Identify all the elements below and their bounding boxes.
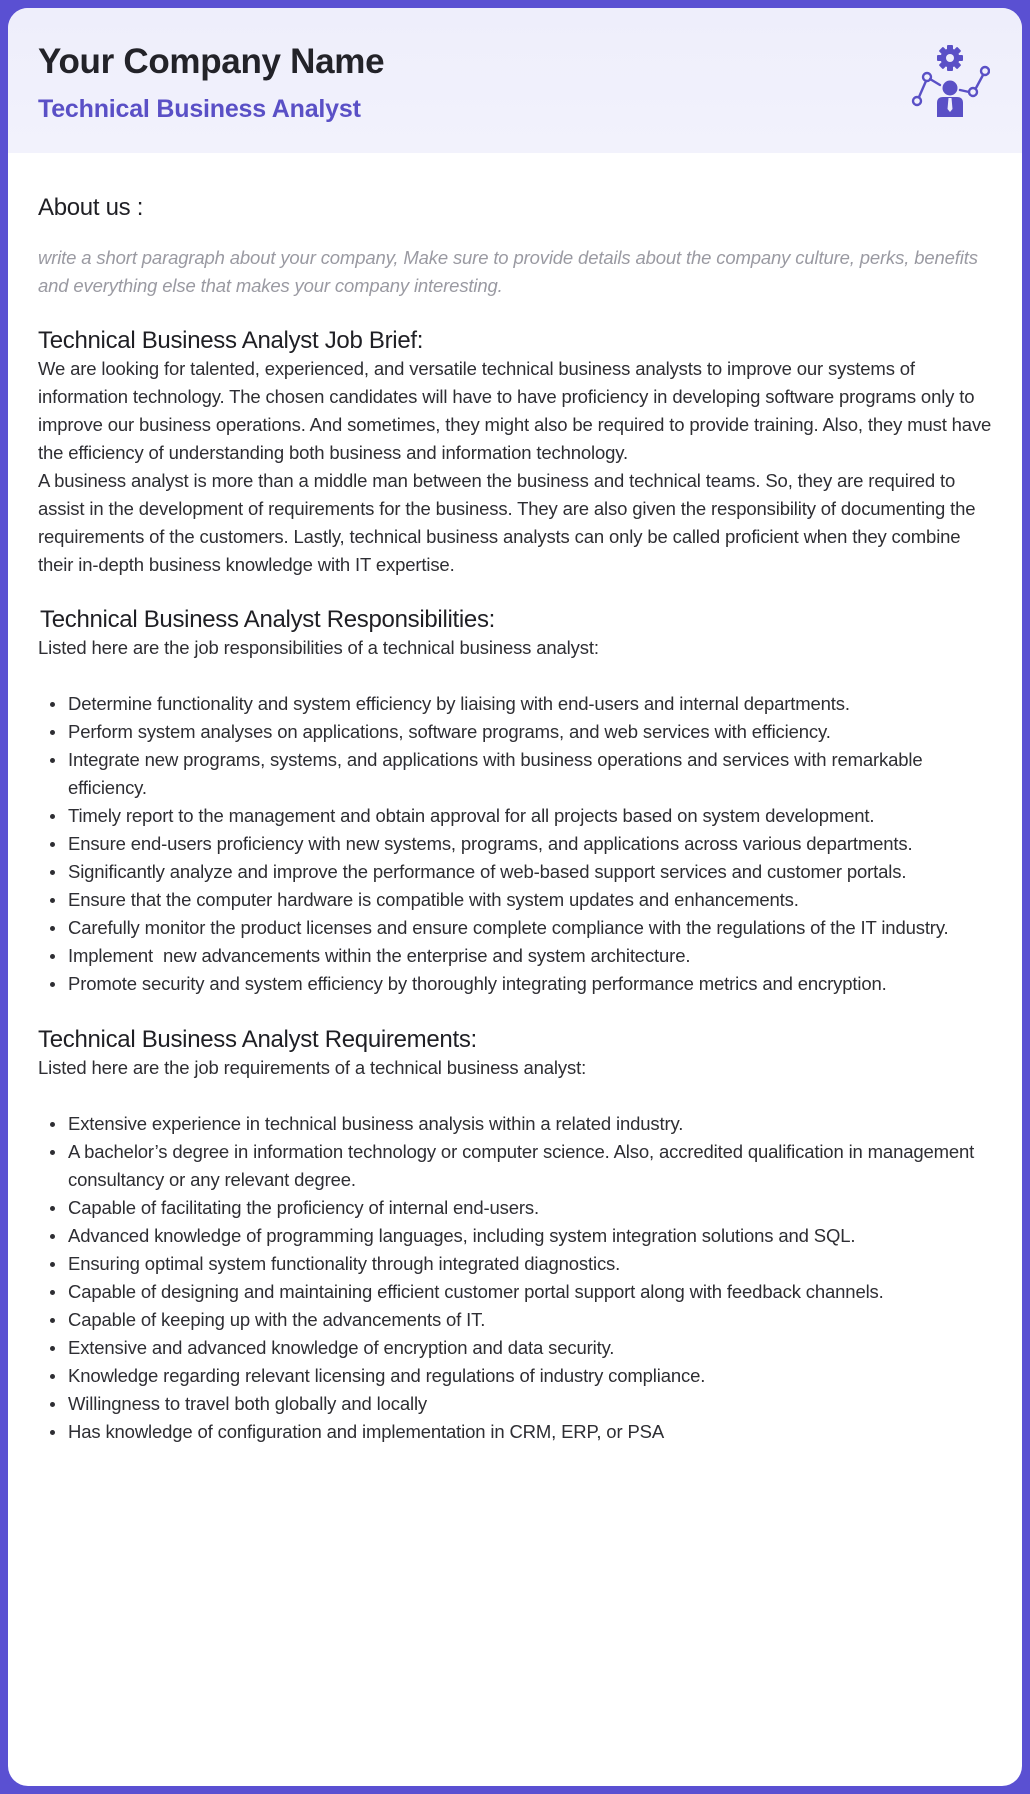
bullet-icon <box>50 1430 55 1435</box>
responsibilities-heading: Technical Business Analyst Responsibilities: <box>40 606 496 633</box>
list-item <box>38 1250 992 1278</box>
company-name: Your Company Name <box>38 42 385 81</box>
job-brief-section <box>38 327 992 579</box>
bullet-icon <box>50 1122 55 1127</box>
bullet-icon <box>50 1150 55 1155</box>
list-item-text: Knowledge regarding relevant licensing and regulations of industry compliance. <box>68 1365 706 1386</box>
list-item-text: Capable of designing and maintaining efficient customer portal support along with feedback channels. <box>68 1281 884 1302</box>
content <box>8 153 1022 1446</box>
list-item <box>38 1362 992 1390</box>
header-band <box>8 8 1022 153</box>
list-item-text: Timely report to the management and obtain approval for all projects based on system development. <box>68 805 875 826</box>
requirements-section <box>38 1026 992 1446</box>
list-item-text: Ensuring optimal system functionality through integrated diagnostics. <box>68 1253 621 1274</box>
job-brief-heading: Technical Business Analyst Job Brief: <box>38 327 424 354</box>
list-item <box>38 1278 992 1306</box>
job-title: Technical Business Analyst <box>38 95 361 123</box>
list-item-text: Carefully monitor the product licenses and ensure complete compliance with the regulations of the IT industry. <box>68 917 949 938</box>
requirements-heading: Technical Business Analyst Requirements: <box>38 1026 477 1053</box>
list-item-text: Significantly analyze and improve the performance of web-based support services and customer portals. <box>68 861 907 882</box>
list-item <box>38 802 992 830</box>
job-description-card <box>8 8 1022 1786</box>
list-item <box>38 1110 992 1138</box>
list-item <box>38 970 992 998</box>
about-placeholder-text: write a short paragraph about your company, Make sure to provide details about the company culture, perks, benefits and everything else that makes your company interesting. <box>38 247 978 296</box>
list-item <box>38 1418 992 1446</box>
list-item-text: Willingness to travel both globally and locally <box>68 1393 428 1414</box>
list-item-text: Ensure that the computer hardware is compatible with system updates and enhancements. <box>68 889 799 910</box>
list-item-text: Implement new advancements within the enterprise and system architecture. <box>68 945 691 966</box>
list-item <box>38 718 992 746</box>
responsibilities-section <box>38 606 992 998</box>
bullet-icon <box>50 1346 55 1351</box>
list-item-text: Integrate new programs, systems, and applications with business operations and services with remarkable efficiency. <box>68 749 923 798</box>
list-item <box>38 1390 992 1418</box>
list-item <box>38 1222 992 1250</box>
list-item <box>38 746 992 802</box>
bullet-icon <box>50 1262 55 1267</box>
bullet-icon <box>50 730 55 735</box>
list-item <box>38 1334 992 1362</box>
list-item <box>38 1138 992 1194</box>
bullet-icon <box>50 1374 55 1379</box>
job-brief-paragraph: We are looking for talented, experienced, and versatile technical business analysts to improve our systems of information technology. The chosen candidates will have to have proficiency in developing software programs only to improve our business operations. And sometimes, they might also be required to provide training. Also, they must have the efficiency of understanding both business and information technology. <box>38 358 992 463</box>
bullet-icon <box>50 870 55 875</box>
bullet-icon <box>50 1402 55 1407</box>
responsibilities-intro: Listed here are the job responsibilities of a technical business analyst: <box>38 637 599 658</box>
bullet-icon <box>50 814 55 819</box>
bullet-icon <box>50 954 55 959</box>
list-item-text: Capable of facilitating the proficiency of internal end-users. <box>68 1197 539 1218</box>
list-item <box>38 914 992 942</box>
bullet-icon <box>50 842 55 847</box>
bullet-icon <box>50 1318 55 1323</box>
list-item-text: Has knowledge of configuration and implementation in CRM, ERP, or PSA <box>68 1421 665 1442</box>
bullet-icon <box>50 898 55 903</box>
bullet-icon <box>50 926 55 931</box>
list-item-text: Ensure end-users proficiency with new systems, programs, and applications across various departments. <box>68 833 913 854</box>
list-item-text: Perform system analyses on applications, software programs, and web services with efficiency. <box>68 721 831 742</box>
list-item-text: A bachelor’s degree in information technology or computer science. Also, accredited qualification in management consultancy or any relevant degree. <box>68 1141 975 1190</box>
list-item <box>38 690 992 718</box>
list-item-text: Determine functionality and system efficiency by liaising with end-users and internal departments. <box>68 693 850 714</box>
requirements-intro: Listed here are the job requirements of a technical business analyst: <box>38 1057 587 1078</box>
about-heading: About us : <box>38 194 144 221</box>
bullet-icon <box>50 1234 55 1239</box>
list-item <box>38 830 992 858</box>
about-section <box>38 153 992 300</box>
list-item <box>38 858 992 886</box>
requirements-list <box>38 1110 992 1446</box>
list-item-text: Capable of keeping up with the advancements of IT. <box>68 1309 486 1330</box>
list-item-text: Advanced knowledge of programming languages, including system integration solutions and SQL. <box>68 1225 856 1246</box>
job-brief-paragraph: A business analyst is more than a middle man between the business and technical teams. So, they are required to assist in the development of requirements for the business. They are also given the responsibility of documenting the requirements of the customers. Lastly, technical business analysts can only be called proficient when they combine their in-depth business knowledge with IT expertise. <box>38 470 976 575</box>
bullet-icon <box>50 1290 55 1295</box>
bullet-icon <box>50 982 55 987</box>
responsibilities-list <box>38 690 992 998</box>
list-item-text: Extensive experience in technical business analysis within a related industry. <box>68 1113 684 1134</box>
list-item <box>38 886 992 914</box>
bullet-icon <box>50 1206 55 1211</box>
list-item <box>38 942 992 970</box>
analyst-gear-chart-icon <box>910 41 990 131</box>
list-item <box>38 1194 992 1222</box>
list-item-text: Extensive and advanced knowledge of encryption and data security. <box>68 1337 615 1358</box>
list-item-text: Promote security and system efficiency by thoroughly integrating performance metrics and encryption. <box>68 973 887 994</box>
bullet-icon <box>50 702 55 707</box>
bullet-icon <box>50 758 55 763</box>
list-item <box>38 1306 992 1334</box>
